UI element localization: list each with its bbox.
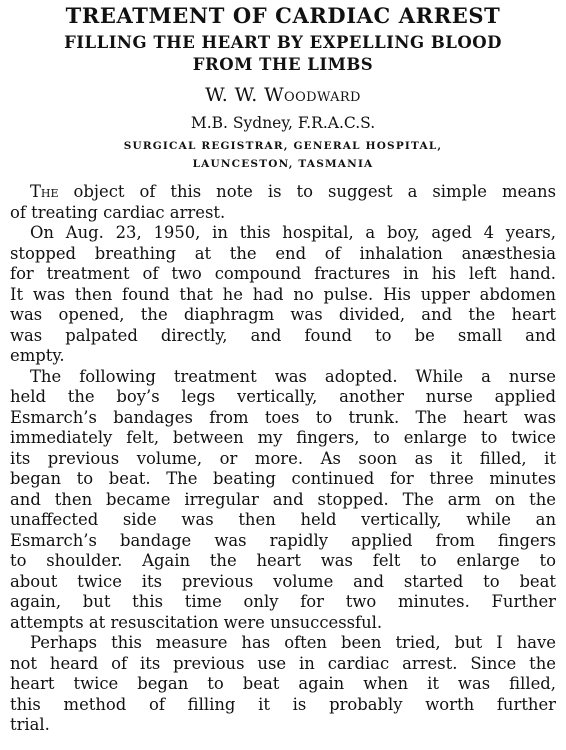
- text-line: immediately felt, between my fingers, to enlarge to twice: [10, 428, 556, 447]
- text-line: Esmarch’s bandages from toes to trunk. The heart was: [10, 407, 556, 427]
- text-line: It was then found that he had no pulse. His upper abdomen: [10, 284, 556, 304]
- text-line-rest: object of this note is to suggest a simple means: [58, 182, 556, 201]
- text-line: to shoulder. Again the heart was felt to enlarge to: [10, 551, 556, 570]
- article-title-line-1: TREATMENT OF CARDIAC ARREST: [65, 3, 501, 28]
- text-line: trial.: [10, 715, 50, 734]
- text-line: empty.: [10, 346, 65, 365]
- text-line: The following treatment was adopted. While a nurse: [30, 366, 556, 386]
- paragraph-lead-word: The: [30, 182, 59, 201]
- text-line: this method of filling it is probably worth further: [10, 694, 556, 714]
- author-name: [0, 84, 566, 106]
- article-title-line-2: FILLING THE HEART BY EXPELLING BLOOD: [64, 33, 502, 52]
- text-line: held the boy’s legs vertically, another nurse applied: [10, 387, 556, 406]
- author-surname: Woodward: [264, 84, 361, 106]
- text-line: for treatment of two compound fractures in his left hand.: [10, 264, 556, 283]
- text-line: of treating cardiac arrest.: [10, 202, 226, 222]
- paragraph-3: [0, 367, 566, 634]
- text-line: its previous volume, or more. As soon as it filled, it: [10, 448, 556, 468]
- author-affiliation-line-1: SURGICAL REGISTRAR, GENERAL HOSPITAL,: [123, 140, 443, 152]
- author-degrees: M.B. Sydney, F.R.A.C.S.: [190, 114, 376, 132]
- text-line: heart twice began to beat again when it was filled,: [10, 674, 556, 693]
- paragraph-2: [0, 223, 566, 367]
- article-body: [0, 182, 566, 736]
- text-line: began to beat. The beating continued for three minutes: [10, 469, 556, 488]
- text-line: unaffected side was then held vertically, while an: [10, 510, 556, 529]
- author-affiliation-line-2: LAUNCESTON, TASMANIA: [192, 158, 374, 170]
- text-line: was opened, the diaphragm was divided, and the heart: [10, 305, 556, 324]
- text-line: not heard of its previous use in cardiac arrest. Since the: [10, 653, 556, 673]
- text-line: about twice its previous volume and started to beat: [10, 571, 556, 591]
- text-line: On Aug. 23, 1950, in this hospital, a boy, aged 4 years,: [30, 223, 556, 242]
- paragraph-4: [0, 633, 566, 736]
- text-line: [0, 182, 566, 203]
- author-initials: W. W.: [205, 84, 265, 106]
- text-line: and then became irregular and stopped. The arm on the: [10, 489, 556, 509]
- text-line: Esmarch’s bandage was rapidly applied from fingers: [10, 530, 556, 550]
- article-title-line-3: FROM THE LIMBS: [192, 55, 374, 74]
- text-line: was palpated directly, and found to be small and: [10, 325, 556, 345]
- text-line: stopped breathing at the end of inhalation anæsthesia: [10, 243, 556, 263]
- text-line: again, but this time only for two minutes. Further: [10, 592, 556, 611]
- text-line: attempts at resuscitation were unsuccessful.: [10, 612, 383, 632]
- paragraph-1: [0, 182, 566, 223]
- text-line: Perhaps this measure has often been tried, but I have: [30, 633, 556, 652]
